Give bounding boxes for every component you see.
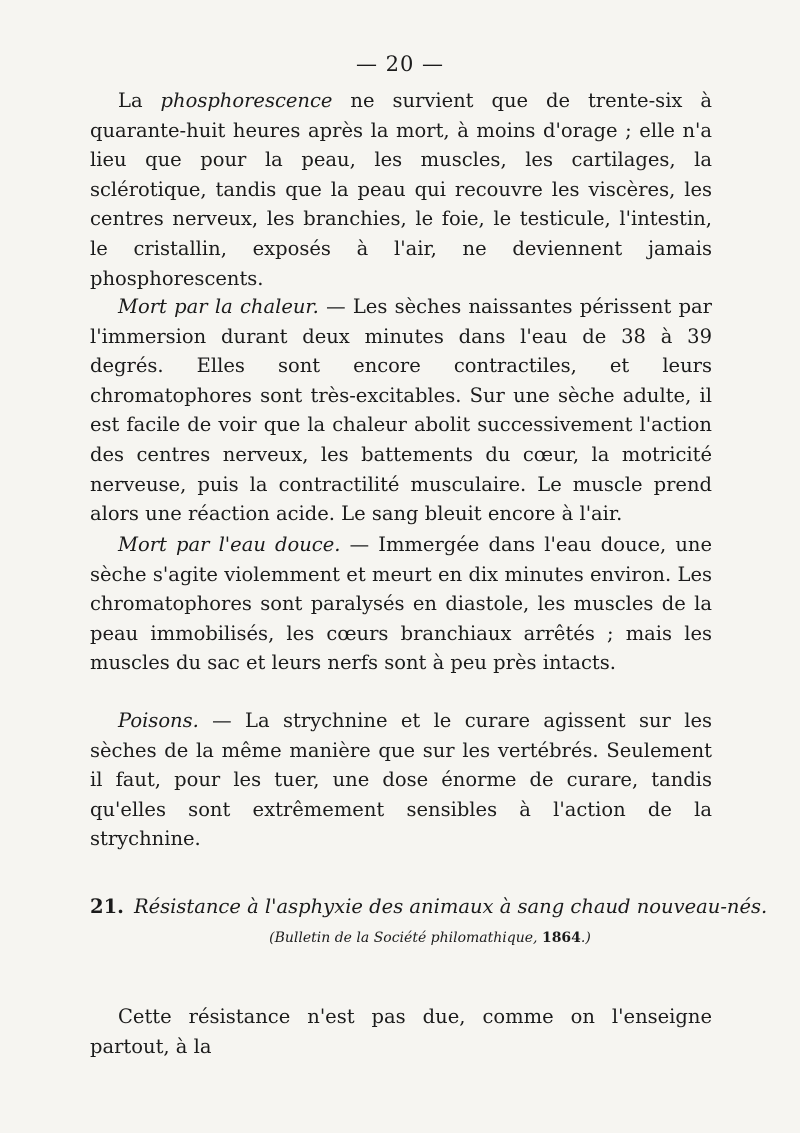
bibliographic-reference	[0, 930, 800, 946]
paragraph-mort-chaleur	[90, 292, 712, 529]
reference-text: (Bulletin de la Société philomathique,	[269, 930, 542, 946]
paragraph-heading: Poisons.	[118, 709, 199, 732]
paragraph-poisons	[90, 706, 712, 854]
section-title: Résistance à l'asphyxie des animaux à sang chaud nouveau-nés.	[133, 895, 768, 918]
section-heading	[90, 892, 768, 921]
reference-year: 1864	[541, 930, 581, 946]
paragraph-text: — Les sèches naissantes périssent par l'immersion durant deux minutes dans l'eau de 38 à 39 degrés. Elles sont encore contractiles, et leurs chromatophores sont très-excitables. Sur une sèche adulte, il est facile de voir que la chaleur abolit successivement l'action des centres nerveux, les battements du cœur, la motricité nerveuse, puis la contractilité musculaire. Le muscle prend alors une réaction acide. Le sang bleuit encore à l'air.	[90, 295, 712, 526]
paragraph-text: — La strychnine et le curare agissent sur les sèches de la même manière que sur les vertébrés. Seulement il faut, pour les tuer, une dose énorme de curare, tandis qu'elles sont extrêmement sensibles à l'action de la strychnine.	[90, 709, 712, 851]
paragraph-prefix: La	[118, 89, 161, 112]
section-number: 21.	[90, 895, 124, 918]
term-phosphorescence: phosphorescence	[160, 89, 333, 112]
reference-close: .)	[580, 930, 591, 946]
paragraph-heading: Mort par la chaleur.	[118, 295, 319, 318]
paragraph-resistance: Cette résistance n'est pas due, comme on l'enseigne partout, à la	[90, 1005, 712, 1058]
page-number: — 20 —	[355, 52, 445, 76]
paragraph-phosphorescence	[90, 86, 712, 293]
paragraph-heading: Mort par l'eau douce.	[118, 533, 341, 556]
paragraph-mort-eau-douce	[90, 530, 712, 678]
paragraph-text: — Immergée dans l'eau douce, une sèche s'agite violemment et meurt en dix minutes environ. Les chromatophores sont paralysés en diastole, les muscles de la peau immobilisés, les cœurs branchiaux arrêtés ; mais les muscles du sac et leurs nerfs sont à peu près intacts.	[90, 533, 712, 675]
paragraph-text: ne survient que de trente-six à quarante-huit heures après la mort, à moins d'orage ; elle n'a lieu que pour la peau, les muscles, les cartilages, la sclérotique, tandis que la peau qui recouvre les viscères, les centres nerveux, les branchies, le foie, le testicule, l'intestin, le cristallin, exposés à l'air, ne deviennent jamais phosphorescents.	[90, 89, 712, 290]
